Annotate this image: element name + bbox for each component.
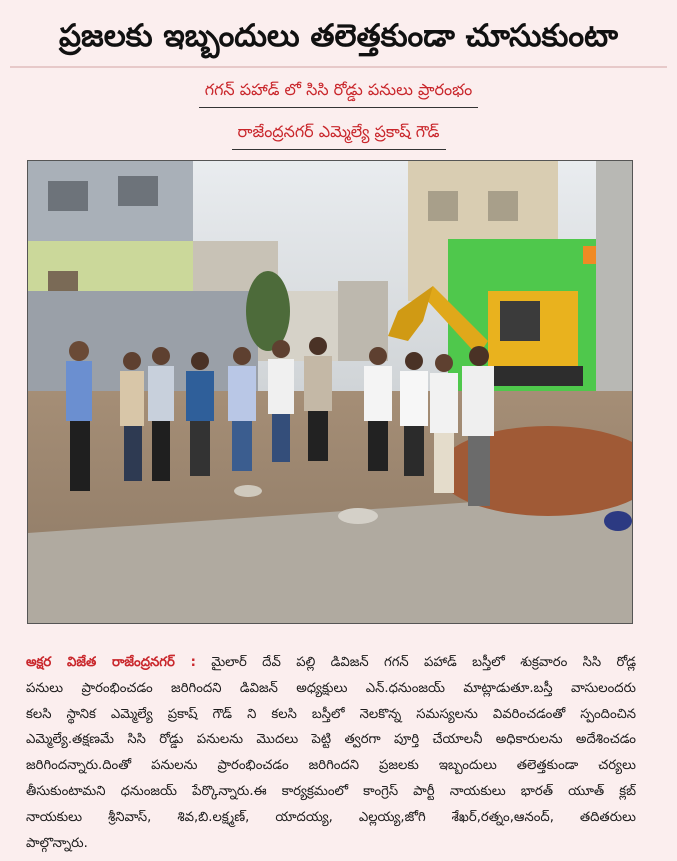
article-line-8: పాల్గొన్నారు. — [26, 835, 88, 851]
article-line-3: కలసి స్థానిక ఎమ్మెల్యే ప్రకాష్ గౌడ్ ని కలసి బస్తీలో నెలకొన్న సమస్యలను వివరించడంతో స్పందించిన — [26, 706, 636, 722]
pillar — [596, 161, 632, 401]
subheading-2-text: రాజేంద్రనగర్ ఎమ్మెల్యే ప్రకాష్ గౌడ్ — [232, 122, 446, 150]
rubble — [338, 508, 378, 524]
subheading-1-text: గగన్ పహాడ్ లో సిసి రోడ్డు పనులు ప్రారంభం — [199, 80, 479, 108]
article-line-7: నాయకులు శ్రీనివాస్, శివ,బి.లక్ష్మణ్, యాదయ్య, ఎల్లయ్య,జోగి శేఖర్,రత్నం,ఆనంద్, తదితరులు — [26, 809, 636, 825]
window — [118, 176, 158, 206]
subheading-1 — [0, 80, 677, 108]
tree — [246, 271, 290, 351]
article-line-1 — [26, 650, 636, 676]
headline: ప్రజలకు ఇబ్బందులు తలెత్తకుండా చూసుకుంటా — [59, 18, 618, 54]
article-line-5: జరిగిందన్నారు.దింతో పనులను ప్రారంభించడం జరిగిందని ప్రజలకు ఇబ్బందులు తలెత్తకుండా చర్యలు — [26, 758, 636, 774]
window — [48, 181, 88, 211]
headline-divider — [10, 66, 667, 68]
bag — [604, 511, 632, 531]
article-line-6: తీసుకుంటామని ధనుంజయ్ పేర్కొన్నారు.ఈ కార్యక్రమంలో కాంగ్రెస్ పార్టీ నాయకులు భారత్ యూత్ క్లబ్ — [26, 783, 636, 799]
article-line-2: పనులు ప్రారంభించడం జరిగిందని డివిజన్ అధ్యక్షులు ఎన్.ధనుంజయ్ మాట్లాడుతూ.బస్తీ వాసులందరు — [26, 680, 636, 696]
article-line-4: ఎమ్మెల్యే.తక్షణమే సిసి రోడ్డు పనులను మొదలు పెట్టి త్వరగా పూర్తి చేయాలనీ అధికారులను అదేశించడం — [26, 732, 636, 748]
article-line-1-text: మైలార్ దేవ్ పల్లి డివిజన్ గగన్ పహాడ్ బస్తీలో శుక్రవారం సిసి రోడ్ల — [195, 655, 636, 670]
window — [488, 191, 518, 221]
photo-illustration — [28, 161, 632, 623]
rubble — [234, 485, 262, 497]
dateline: అక్షర విజేత రాజేంద్రనగర్ : — [26, 655, 196, 670]
news-photo — [27, 160, 633, 624]
window — [428, 191, 458, 221]
subheading-2 — [0, 122, 677, 150]
article-body — [26, 650, 636, 856]
